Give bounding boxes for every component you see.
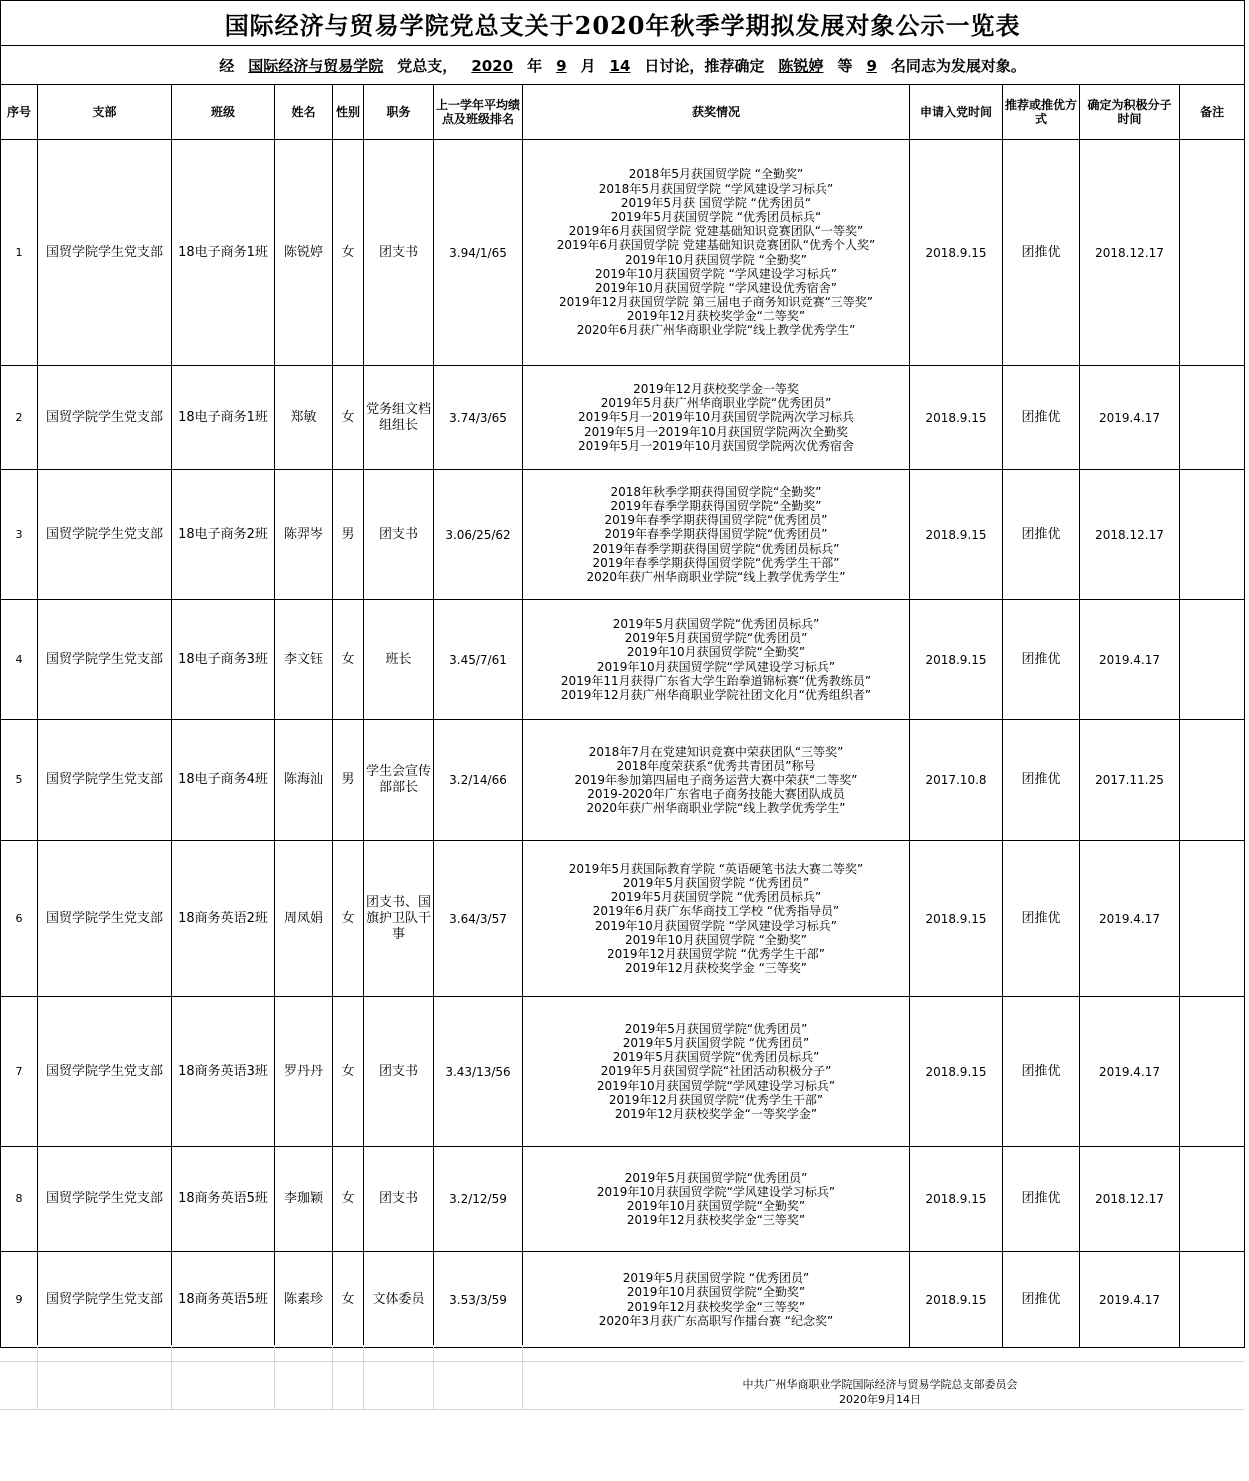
- row-class: 18电子商务3班: [172, 600, 275, 720]
- award-item: 2019年5月获国贸学院“优秀团员标兵”: [612, 616, 820, 631]
- award-item: 2019年10月获国贸学院 “全勤奖”: [624, 932, 808, 947]
- row-branch: 国贸学院学生党支部: [38, 841, 172, 997]
- table-row: [1, 720, 1245, 841]
- row-branch: 国贸学院学生党支部: [38, 1147, 172, 1252]
- award-item: 2019年春季学期获得国贸学院“全勤奖”: [610, 499, 822, 514]
- award-item: 2019年5月获国贸学院“优秀团员标兵”: [612, 1050, 820, 1065]
- row-method: 团推优: [1003, 470, 1080, 600]
- row-branch: 国贸学院学生党支部: [38, 600, 172, 720]
- row-note: [1180, 997, 1245, 1147]
- award-item: 2018年7月在党建知识竞赛中荣获团队“三等奖”: [588, 744, 844, 759]
- row-note: [1180, 720, 1245, 841]
- row-name: 陈锐婷: [275, 140, 333, 366]
- row-class: 18电子商务4班: [172, 720, 275, 841]
- row-active-date: 2019.4.17: [1080, 997, 1180, 1147]
- row-awards: [523, 140, 910, 366]
- row-class: 18电子商务1班: [172, 140, 275, 366]
- award-item: 2019年6月获国贸学院 党建基础知识竞赛团队“优秀个人奖”: [556, 238, 876, 253]
- award-item: 2019年10月获国贸学院“全勤奖”: [626, 1285, 806, 1300]
- count-value: 9: [866, 56, 877, 75]
- row-apply-date: 2018.9.15: [910, 1252, 1003, 1348]
- row-branch: 国贸学院学生党支部: [38, 1252, 172, 1348]
- award-item: 2020年3月获广东高职写作擂台赛 “纪念奖”: [598, 1313, 834, 1328]
- award-item: 2019年12月获校奖学金“三等奖”: [626, 1213, 806, 1228]
- award-item: 2019年春季学期获得国贸学院“优秀团员标兵”: [592, 541, 840, 556]
- row-gpa: 3.74/3/65: [434, 366, 523, 470]
- table-row: [1, 997, 1245, 1147]
- row-awards: [523, 600, 910, 720]
- row-active-date: 2018.12.17: [1080, 1147, 1180, 1252]
- row-position: 团支书: [364, 140, 434, 366]
- month-value: 9: [556, 56, 567, 75]
- row-gpa: 3.94/1/65: [434, 140, 523, 366]
- award-item: 2019年5月一2019年10月获国贸学院两次全勤奖: [584, 424, 848, 439]
- table-row: [1, 366, 1245, 470]
- row-branch: 国贸学院学生党支部: [38, 470, 172, 600]
- row-awards: [523, 470, 910, 600]
- row-note: [1180, 841, 1245, 997]
- table-row: [1, 1252, 1245, 1348]
- award-item: 2019年10月获国贸学院“学风建设学习标兵”: [596, 659, 836, 674]
- award-item: 2019年10月获国贸学院“学风建设学习标兵”: [596, 1078, 836, 1093]
- row-awards: [523, 1147, 910, 1252]
- award-item: 2019年12月获广州华商职业学院社团文化月“优秀组织者”: [560, 687, 872, 702]
- award-item: 2019年10月获国贸学院“全勤奖”: [626, 1199, 806, 1213]
- row-branch: 国贸学院学生党支部: [38, 366, 172, 470]
- row-position: 班长: [364, 600, 434, 720]
- award-item: 2019年5月获国贸学院 “优秀团员标兵”: [610, 890, 822, 905]
- subtitle-text: 经: [219, 56, 235, 75]
- row-no: 4: [1, 600, 38, 720]
- row-class: 18商务英语3班: [172, 997, 275, 1147]
- award-item: 2019年5月一2019年10月获国贸学院两次优秀宿舍: [578, 438, 854, 453]
- day-value: 14: [609, 56, 631, 75]
- row-name: 李文钰: [275, 600, 333, 720]
- row-gender: 男: [333, 470, 364, 600]
- row-gender: 男: [333, 720, 364, 841]
- row-name: 陈素珍: [275, 1252, 333, 1348]
- row-gender: 女: [333, 366, 364, 470]
- row-branch: 国贸学院学生党支部: [38, 140, 172, 366]
- award-item: 2019年5月获国贸学院“优秀团员”: [624, 1021, 808, 1036]
- award-item: 2019年参加第四届电子商务运营大赛中荣获“二等奖”: [574, 772, 858, 787]
- award-item: 2020年获广州华商职业学院“线上教学优秀学生”: [586, 801, 846, 816]
- header-row: [1, 85, 1245, 140]
- award-item: 2019年5月获国贸学院 “优秀团员”: [622, 875, 810, 890]
- footer-area: [0, 1345, 1244, 1410]
- award-item: 2019年10月获国贸学院 “学风建设优秀宿舍”: [594, 280, 838, 295]
- row-method: 团推优: [1003, 997, 1080, 1147]
- year-value: 2020: [471, 56, 514, 75]
- row-apply-date: 2018.9.15: [910, 470, 1003, 600]
- row-no: 5: [1, 720, 38, 841]
- row-class: 18商务英语2班: [172, 841, 275, 997]
- row-no: 8: [1, 1147, 38, 1252]
- row-no: 1: [1, 140, 38, 366]
- row-no: 6: [1, 841, 38, 997]
- header-awards: 获奖情况: [523, 85, 910, 140]
- award-item: 2019年5月获国贸学院 “优秀团员”: [622, 1036, 810, 1051]
- table-row: [1, 140, 1245, 366]
- award-item: 2019年5月获国贸学院“社团活动积极分子”: [600, 1064, 832, 1079]
- award-item: 2019年11月获得广东省大学生跆拳道锦标赛“优秀教练员”: [560, 673, 872, 688]
- table-row: [1, 470, 1245, 600]
- table-row: [1, 841, 1245, 997]
- award-item: 2019年12月获国贸学院 第三届电子商务知识竞赛“三等奖”: [558, 295, 874, 310]
- subtitle-text: 年: [527, 56, 543, 75]
- row-gender: 女: [333, 841, 364, 997]
- award-item: 2018年秋季学期获得国贸学院“全勤奖”: [610, 484, 822, 499]
- row-awards: [523, 841, 910, 997]
- footer-date: 2020年9月14日: [839, 1393, 921, 1406]
- row-apply-date: 2018.9.15: [910, 366, 1003, 470]
- row-class: 18电子商务1班: [172, 366, 275, 470]
- row-class: 18电子商务2班: [172, 470, 275, 600]
- row-method: 团推优: [1003, 1147, 1080, 1252]
- award-item: 2019年10月获国贸学院 “学风建设学习标兵”: [594, 266, 838, 281]
- award-item: 2019年5月获国贸学院“优秀团员”: [624, 1170, 808, 1185]
- subtitle-text: 等: [837, 56, 853, 75]
- row-gender: 女: [333, 1252, 364, 1348]
- row-note: [1180, 470, 1245, 600]
- row-position: 学生会宣传部部长: [364, 720, 434, 841]
- award-item: 2019年12月获国贸学院“优秀学生干部”: [608, 1092, 824, 1107]
- row-gpa: 3.43/13/56: [434, 997, 523, 1147]
- header-gender: 性别: [333, 85, 364, 140]
- award-item: 2019年5月一2019年10月获国贸学院两次学习标兵: [578, 410, 854, 425]
- award-item: 2019年12月获校奖学金“一等奖学金”: [614, 1106, 818, 1121]
- table-title: 国际经济与贸易学院党总支关于2020年秋季学期拟发展对象公示一览表: [1, 1, 1245, 46]
- header-method: 推荐或推优方式: [1003, 85, 1080, 140]
- row-method: 团推优: [1003, 366, 1080, 470]
- award-item: 2020年获广州华商职业学院“线上教学优秀学生”: [586, 569, 846, 584]
- person-name: 陈锐婷: [778, 56, 824, 75]
- row-no: 7: [1, 997, 38, 1147]
- row-name: 陈海汕: [275, 720, 333, 841]
- row-apply-date: 2018.9.15: [910, 600, 1003, 720]
- row-awards: [523, 1252, 910, 1348]
- award-item: 2019年春季学期获得国贸学院“优秀团员”: [604, 513, 828, 528]
- row-name: 李珈颖: [275, 1147, 333, 1252]
- subtitle-text: 日讨论，推荐确定: [644, 56, 765, 75]
- award-item: 2019年5月获国贸学院“优秀团员”: [624, 631, 808, 646]
- award-item: 2019年5月获国际教育学院 “英语硬笔书法大赛二等奖”: [568, 861, 864, 876]
- row-active-date: 2017.11.25: [1080, 720, 1180, 841]
- row-gpa: 3.2/14/66: [434, 720, 523, 841]
- row-class: 18商务英语5班: [172, 1147, 275, 1252]
- header-note: 备注: [1180, 85, 1245, 140]
- row-position: 团支书: [364, 997, 434, 1147]
- row-apply-date: 2018.9.15: [910, 997, 1003, 1147]
- row-apply-date: 2017.10.8: [910, 720, 1003, 841]
- row-active-date: 2018.12.17: [1080, 470, 1180, 600]
- row-method: 团推优: [1003, 1252, 1080, 1348]
- award-item: 2019年12月获校奖学金“二等奖”: [626, 309, 806, 324]
- row-no: 3: [1, 470, 38, 600]
- row-gpa: 3.64/3/57: [434, 841, 523, 997]
- award-item: 2018年5月获国贸学院 “全勤奖”: [628, 167, 804, 182]
- award-item: 2019年12月获校奖学金 “三等奖”: [624, 961, 808, 976]
- row-position: 文体委员: [364, 1252, 434, 1348]
- row-note: [1180, 600, 1245, 720]
- award-item: 2019年12月获校奖学金“三等奖”: [626, 1299, 806, 1314]
- award-item: 2018年5月获国贸学院 “学风建设学习标兵”: [598, 181, 834, 196]
- college-name: 国际经济与贸易学院: [248, 56, 384, 75]
- award-item: 2019年10月获国贸学院 “全勤奖”: [624, 252, 808, 267]
- row-gender: 女: [333, 600, 364, 720]
- header-gpa: 上一学年平均绩点及班级排名: [434, 85, 523, 140]
- row-note: [1180, 1147, 1245, 1252]
- award-item: 2019-2020年广东省电子商务技能大赛团队成员: [587, 787, 845, 802]
- row-active-date: 2019.4.17: [1080, 366, 1180, 470]
- row-apply-date: 2018.9.15: [910, 841, 1003, 997]
- row-name: 陈羿岑: [275, 470, 333, 600]
- subtitle-line: [1, 46, 1245, 85]
- row-position: 团支书、国旗护卫队干事: [364, 841, 434, 997]
- subtitle-text: 党总支，: [397, 56, 458, 75]
- row-class: 18商务英语5班: [172, 1252, 275, 1348]
- header-position: 职务: [364, 85, 434, 140]
- award-item: 2019年5月获 国贸学院 “优秀团员“: [620, 195, 812, 210]
- row-no: 9: [1, 1252, 38, 1348]
- award-item: 2019年5月获国贸学院 “优秀团员标兵“: [610, 209, 822, 224]
- row-no: 2: [1, 366, 38, 470]
- row-active-date: 2019.4.17: [1080, 1252, 1180, 1348]
- award-item: 2019年6月获国贸学院 党建基础知识竞赛团队“一等奖”: [568, 224, 864, 239]
- header-name: 姓名: [275, 85, 333, 140]
- header-active: 确定为积极分子时间: [1080, 85, 1180, 140]
- table-row: [1, 600, 1245, 720]
- row-active-date: 2019.4.17: [1080, 841, 1180, 997]
- row-gpa: 3.45/7/61: [434, 600, 523, 720]
- row-position: 团支书: [364, 470, 434, 600]
- subtitle-text: 名同志为发展对象。: [890, 56, 1026, 75]
- row-gpa: 3.06/25/62: [434, 470, 523, 600]
- award-item: 2019年10月获国贸学院 “学风建设学习标兵”: [594, 918, 838, 933]
- row-gender: 女: [333, 140, 364, 366]
- row-awards: [523, 366, 910, 470]
- subtitle-text: 月: [580, 56, 596, 75]
- award-item: 2019年10月获国贸学院“学风建设学习标兵”: [596, 1184, 836, 1199]
- row-note: [1180, 366, 1245, 470]
- row-gpa: 3.2/12/59: [434, 1147, 523, 1252]
- award-item: 2019年5月获广州华商职业学院“优秀团员”: [600, 396, 832, 411]
- award-item: 2019年春季学期获得国贸学院“优秀学生干部”: [592, 555, 840, 570]
- row-apply-date: 2018.9.15: [910, 140, 1003, 366]
- row-active-date: 2018.12.17: [1080, 140, 1180, 366]
- header-no: 序号: [1, 85, 38, 140]
- award-item: 2019年5月获国贸学院 “优秀团员”: [622, 1271, 810, 1286]
- award-item: 2019年6月获广东华商技工学校 “优秀指导员”: [592, 904, 840, 919]
- row-active-date: 2019.4.17: [1080, 600, 1180, 720]
- row-name: 郑敏: [275, 366, 333, 470]
- award-item: 2019年12月获国贸学院 “优秀学生干部”: [606, 946, 826, 961]
- header-apply: 申请入党时间: [910, 85, 1003, 140]
- row-position: 团支书: [364, 1147, 434, 1252]
- award-item: 2019年10月获国贸学院“全勤奖”: [626, 645, 806, 660]
- row-note: [1180, 1252, 1245, 1348]
- row-branch: 国贸学院学生党支部: [38, 997, 172, 1147]
- row-method: 团推优: [1003, 600, 1080, 720]
- row-awards: [523, 997, 910, 1147]
- row-apply-date: 2018.9.15: [910, 1147, 1003, 1252]
- award-item: 2018年度荣获系“优秀共青团员”称号: [616, 758, 816, 773]
- header-branch: 支部: [38, 85, 172, 140]
- header-class: 班级: [172, 85, 275, 140]
- footer-org: 中共广州华商职业学院国际经济与贸易学院总支部委员会: [742, 1378, 1018, 1391]
- row-method: 团推优: [1003, 720, 1080, 841]
- row-method: 团推优: [1003, 140, 1080, 366]
- row-gender: 女: [333, 997, 364, 1147]
- row-note: [1180, 140, 1245, 366]
- award-item: 2020年6月获广州华商职业学院“线上教学优秀学生”: [576, 323, 856, 338]
- row-gpa: 3.53/3/59: [434, 1252, 523, 1348]
- row-awards: [523, 720, 910, 841]
- row-position: 党务组文档组组长: [364, 366, 434, 470]
- row-method: 团推优: [1003, 841, 1080, 997]
- award-item: 2019年春季学期获得国贸学院“优秀团员”: [604, 527, 828, 542]
- row-branch: 国贸学院学生党支部: [38, 720, 172, 841]
- row-name: 罗丹丹: [275, 997, 333, 1147]
- table-row: [1, 1147, 1245, 1252]
- award-item: 2019年12月获校奖学金一等奖: [633, 382, 799, 397]
- row-name: 周凤娟: [275, 841, 333, 997]
- row-gender: 女: [333, 1147, 364, 1252]
